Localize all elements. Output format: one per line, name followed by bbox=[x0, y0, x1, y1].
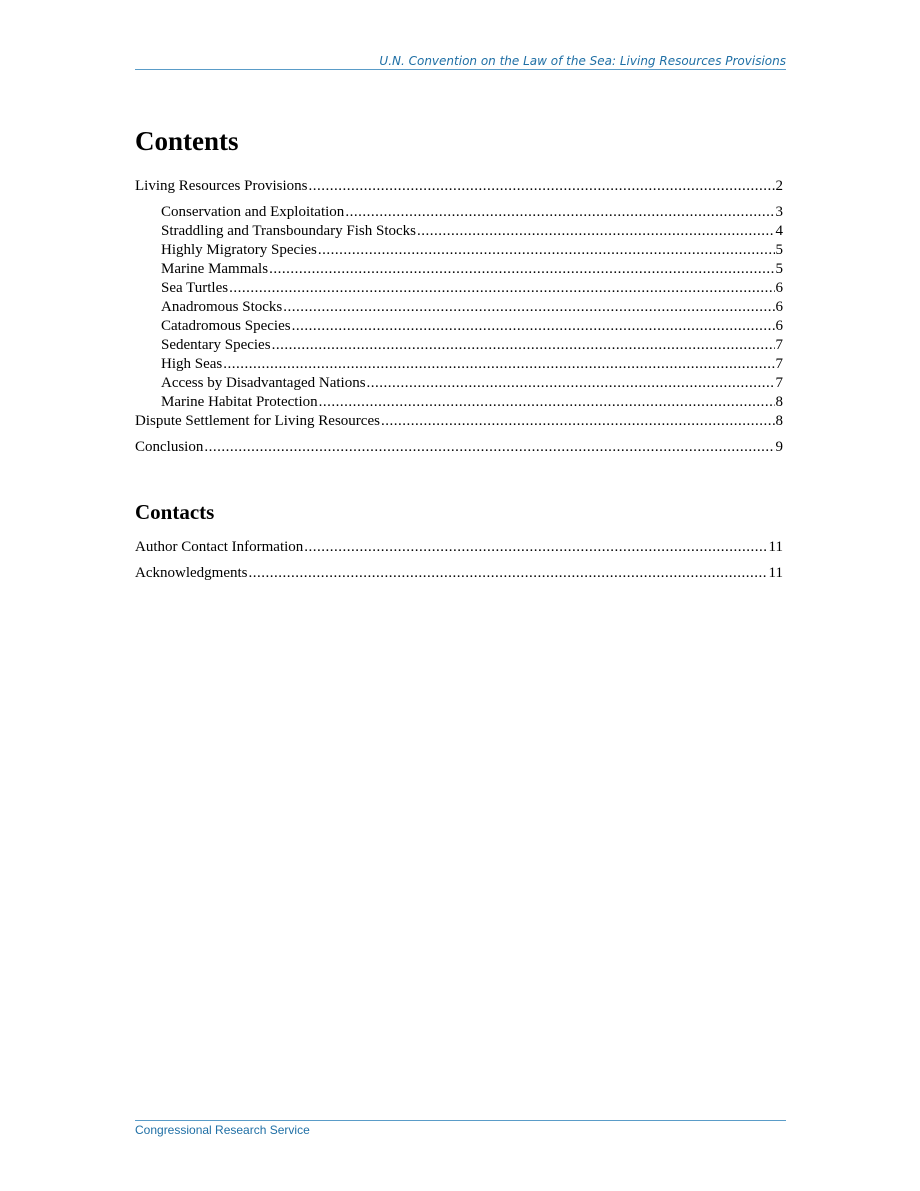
toc-dot-leader bbox=[272, 336, 775, 355]
toc-entry[interactable] bbox=[135, 222, 783, 241]
toc-entry-label: Sedentary Species bbox=[161, 337, 271, 353]
toc-entry-label: Conclusion bbox=[135, 439, 204, 455]
toc-entry-page: 7 bbox=[775, 356, 783, 372]
toc-entry-page: 6 bbox=[775, 318, 783, 334]
toc-entry-label: Straddling and Transboundary Fish Stocks bbox=[161, 223, 417, 239]
toc-entry-page: 5 bbox=[775, 261, 783, 277]
toc-entry[interactable] bbox=[135, 412, 783, 431]
toc-entry-label: Catadromous Species bbox=[161, 318, 291, 334]
toc-dot-leader bbox=[319, 393, 775, 412]
toc-entry-label: Marine Habitat Protection bbox=[161, 394, 318, 410]
toc-entry-label: Marine Mammals bbox=[161, 261, 269, 277]
running-header: U.N. Convention on the Law of the Sea: Living Resources Provisions bbox=[379, 54, 786, 68]
running-footer: Congressional Research Service bbox=[135, 1123, 310, 1137]
toc-entry-page: 4 bbox=[775, 223, 783, 239]
toc-entry-page: 8 bbox=[775, 413, 783, 429]
toc-dot-leader bbox=[223, 355, 774, 374]
toc-dot-leader bbox=[309, 177, 775, 196]
toc-entry[interactable] bbox=[135, 317, 783, 336]
contacts-heading: Contacts bbox=[135, 500, 215, 524]
toc-entry-page: 5 bbox=[775, 242, 783, 258]
toc-entry-label: Acknowledgments bbox=[135, 565, 248, 581]
toc-entry[interactable] bbox=[135, 298, 783, 317]
toc-entry[interactable] bbox=[135, 538, 783, 557]
toc-entry-page: 2 bbox=[775, 178, 783, 194]
contents-list bbox=[135, 177, 783, 457]
toc-entry[interactable] bbox=[135, 241, 783, 260]
toc-entry[interactable] bbox=[135, 203, 783, 222]
toc-entry-page: 11 bbox=[768, 539, 783, 555]
toc-entry-page: 9 bbox=[775, 439, 783, 455]
toc-entry-page: 7 bbox=[775, 375, 783, 391]
toc-entry-label: High Seas bbox=[161, 356, 223, 372]
toc-entry[interactable] bbox=[135, 393, 783, 412]
contacts-list bbox=[135, 538, 783, 583]
toc-entry-page: 8 bbox=[775, 394, 783, 410]
toc-entry-label: Conservation and Exploitation bbox=[161, 204, 345, 220]
toc-entry-page: 7 bbox=[775, 337, 783, 353]
toc-entry-label: Sea Turtles bbox=[161, 280, 229, 296]
toc-entry[interactable] bbox=[135, 177, 783, 196]
toc-dot-leader bbox=[345, 203, 774, 222]
toc-entry[interactable] bbox=[135, 260, 783, 279]
toc-dot-leader bbox=[367, 374, 775, 393]
toc-dot-leader bbox=[381, 412, 775, 431]
toc-entry[interactable] bbox=[135, 355, 783, 374]
contents-heading: Contents bbox=[135, 126, 239, 156]
toc-entry-label: Anadromous Stocks bbox=[161, 299, 283, 315]
toc-entry-label: Highly Migratory Species bbox=[161, 242, 317, 258]
toc-entry[interactable] bbox=[135, 438, 783, 457]
toc-entry-label: Author Contact Information bbox=[135, 539, 304, 555]
toc-dot-leader bbox=[417, 222, 774, 241]
toc-dot-leader bbox=[229, 279, 774, 298]
toc-entry-label: Living Resources Provisions bbox=[135, 178, 308, 194]
toc-entry-page: 6 bbox=[775, 280, 783, 296]
toc-entry[interactable] bbox=[135, 374, 783, 393]
toc-entry[interactable] bbox=[135, 564, 783, 583]
toc-entry[interactable] bbox=[135, 279, 783, 298]
footer-divider bbox=[135, 1120, 786, 1121]
toc-entry[interactable] bbox=[135, 336, 783, 355]
toc-entry-label: Dispute Settlement for Living Resources bbox=[135, 413, 380, 429]
header-divider bbox=[135, 69, 786, 70]
toc-dot-leader bbox=[283, 298, 774, 317]
toc-dot-leader bbox=[318, 241, 775, 260]
toc-dot-leader bbox=[292, 317, 775, 336]
toc-dot-leader bbox=[304, 538, 767, 557]
toc-entry-label: Access by Disadvantaged Nations bbox=[161, 375, 366, 391]
toc-entry-page: 6 bbox=[775, 299, 783, 315]
toc-entry-page: 3 bbox=[775, 204, 783, 220]
toc-dot-leader bbox=[269, 260, 774, 279]
toc-dot-leader bbox=[248, 564, 767, 583]
toc-entry-page: 11 bbox=[768, 565, 783, 581]
toc-dot-leader bbox=[204, 438, 774, 457]
